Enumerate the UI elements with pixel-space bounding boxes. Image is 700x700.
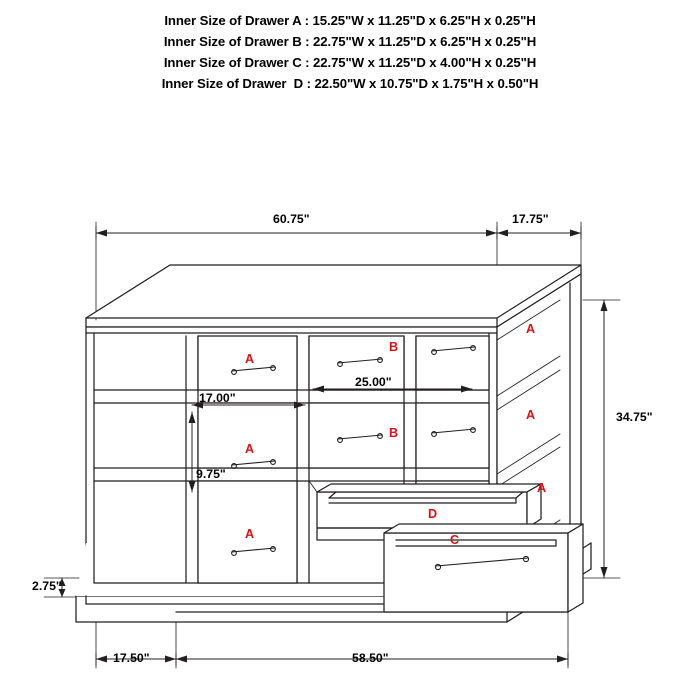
dim-top-width: 60.75" [273,212,310,226]
drawer-label-b1: B [389,340,399,354]
spec-line-b: Inner Size of Drawer B : 22.75"W x 11.25"D x 6.25"H x 0.25"H [163,34,537,49]
dim-drawer-height: 9.75" [196,467,226,481]
dim-drawer-b-width: 25.00" [355,375,392,389]
spec-line-d: Inner Size of Drawer D : 22.50"W x 10.75"D x 1.75"H x 0.50"H [161,76,539,91]
dim-drawer-a-width: 17.00" [199,391,236,405]
dim-total-height: 34.75" [616,410,653,424]
drawer-label-b2: B [389,426,399,440]
dim-base-depth: 17.50" [113,651,150,665]
drawer-label-a1: A [245,352,255,366]
drawer-label-a4: A [526,408,536,422]
dim-base-height: 2.75" [32,579,62,593]
drawer-label-d: D [428,507,438,521]
dim-base-width: 58.50" [352,651,389,665]
drawer-label-a6: A [537,481,547,495]
drawer-label-a5: A [245,527,255,541]
drawer-label-a3: A [526,322,536,336]
spec-line-c: Inner Size of Drawer C : 22.75"W x 11.25"D x 4.00"H x 0.25"H [163,55,537,70]
dim-top-depth: 17.75" [512,212,549,226]
drawer-label-a2: A [245,442,255,456]
drawer-label-c: C [450,533,460,547]
spec-line-a: Inner Size of Drawer A : 15.25"W x 11.25"D x 6.25"H x 0.25"H [164,13,536,28]
